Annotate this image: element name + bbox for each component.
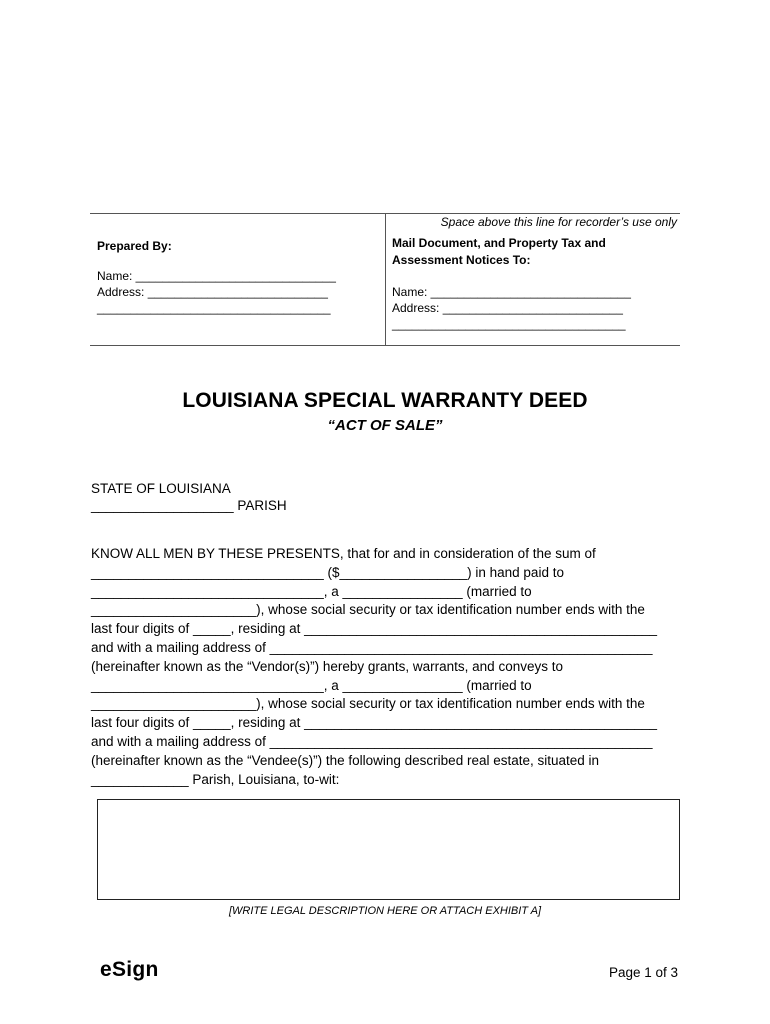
body-line[interactable]: and with a mailing address of ___________________________________________________ xyxy=(91,639,653,655)
prepared-by-address-field[interactable]: Address: ___________________________ xyxy=(97,285,328,299)
document-title: LOUISIANA SPECIAL WARRANTY DEED xyxy=(182,389,588,412)
legal-description-caption: [WRITE LEGAL DESCRIPTION HERE OR ATTACH EXHIBIT A] xyxy=(228,905,542,917)
body-line[interactable]: last four digits of _____, residing at _______________________________________________ xyxy=(91,715,658,731)
body-line: KNOW ALL MEN BY THESE PRESENTS, that for and in consideration of the sum of xyxy=(91,546,596,561)
body-line[interactable]: _______________________________ ($_________________) in hand paid to xyxy=(91,564,564,580)
mail-to-address-field[interactable]: Address: ___________________________ xyxy=(392,301,623,315)
body-line[interactable]: last four digits of _____, residing at _______________________________________________ xyxy=(91,621,658,637)
legal-description-box[interactable] xyxy=(97,799,680,900)
body-line[interactable]: ______________________), whose social security or tax identification number ends with the xyxy=(91,602,645,618)
body-line[interactable]: and with a mailing address of ___________________________________________________ xyxy=(91,733,653,749)
mail-to-label-line2: Assessment Notices To: xyxy=(392,253,531,267)
body-line[interactable]: ______________________), whose social security or tax identification number ends with the xyxy=(91,696,645,712)
prepared-by-name-field[interactable]: Name: ______________________________ xyxy=(97,269,336,283)
page-number: Page 1 of 3 xyxy=(608,965,678,980)
recorder-bottom-rule xyxy=(90,345,680,346)
recorder-divider xyxy=(385,213,386,346)
esign-logo: eSign xyxy=(100,958,159,981)
mail-to-address-extra-field[interactable]: ___________________________________ xyxy=(392,317,626,331)
prepared-by-address-extra-field[interactable]: ___________________________________ xyxy=(97,301,331,315)
body-line[interactable]: _______________________________, a ________________ (married to xyxy=(91,583,532,599)
body-line[interactable]: _______________________________, a ________________ (married to xyxy=(91,677,532,693)
deed-body-paragraph xyxy=(91,545,657,789)
prepared-by-label: Prepared By: xyxy=(97,239,172,253)
body-line[interactable]: _____________ Parish, Louisiana, to-wit: xyxy=(91,771,340,787)
body-line: (hereinafter known as the “Vendor(s)”) hereby grants, warrants, and conveys to xyxy=(91,658,563,674)
mail-to-name-field[interactable]: Name: ______________________________ xyxy=(392,285,631,299)
recorder-note: Space above this line for recorder’s use only xyxy=(440,215,677,229)
body-line: (hereinafter known as the “Vendee(s)”) the following described real estate, situated in xyxy=(91,752,600,768)
state-line: STATE OF LOUISIANA xyxy=(91,481,231,496)
document-subtitle: “ACT OF SALE” xyxy=(327,417,443,434)
parish-field[interactable]: ___________________ PARISH xyxy=(91,498,287,513)
mail-to-label-line1: Mail Document, and Property Tax and xyxy=(392,236,606,250)
